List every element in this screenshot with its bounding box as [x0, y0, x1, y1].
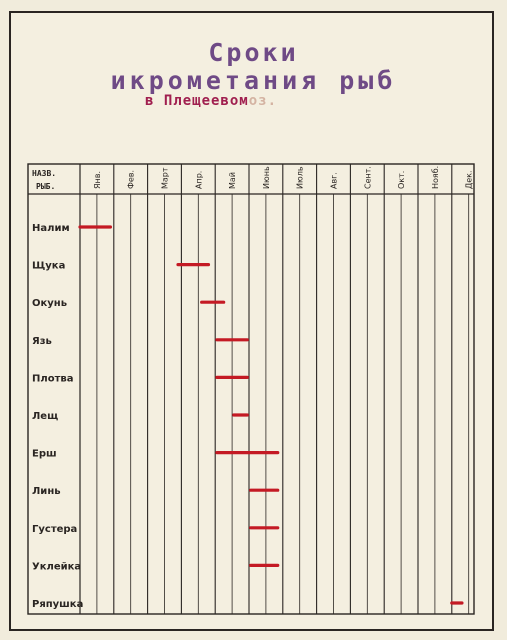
month-label: Дек. [464, 170, 474, 189]
fish-name: Окунь [32, 298, 68, 310]
fish-name: Густера [32, 523, 78, 535]
month-label: Янв. [92, 170, 102, 189]
fish-name: Ерш [32, 448, 57, 460]
fish-name: Налим [32, 223, 70, 234]
month-label: Фев. [126, 169, 136, 189]
fish-name: Лещ [32, 411, 59, 422]
title-line-1: Сроки [208, 38, 299, 67]
month-headers [32, 166, 474, 191]
fish-name: Линь [32, 486, 61, 498]
fish-name: Ряпушка [32, 599, 84, 610]
month-label: Апр. [194, 170, 204, 189]
month-label: Март [160, 167, 170, 189]
chart-grid [28, 164, 474, 614]
fish-name: Язь [32, 335, 52, 347]
fish-name: Уклейка [32, 561, 82, 573]
month-label: Нояб. [430, 165, 440, 189]
header-label-name: НАЗВ. [32, 169, 57, 178]
month-label: Июнь [261, 166, 271, 189]
fish-rows [32, 223, 83, 610]
month-label: Сент. [363, 166, 373, 189]
title-lake-abbrev: оз. [248, 93, 278, 109]
month-label: Июль [295, 166, 305, 189]
title-location: в Плещеевом [145, 93, 249, 109]
header-label-fish: РЫБ. [36, 182, 56, 191]
spawning-bars [80, 227, 462, 603]
title-line-2: икрометания рыб [110, 66, 397, 95]
fish-name: Щука [32, 260, 66, 272]
month-label: Окт. [397, 170, 407, 189]
month-label: Май [228, 171, 238, 189]
month-label: Авг. [329, 172, 339, 189]
table-border [28, 164, 474, 614]
fish-name: Плотва [32, 373, 74, 385]
